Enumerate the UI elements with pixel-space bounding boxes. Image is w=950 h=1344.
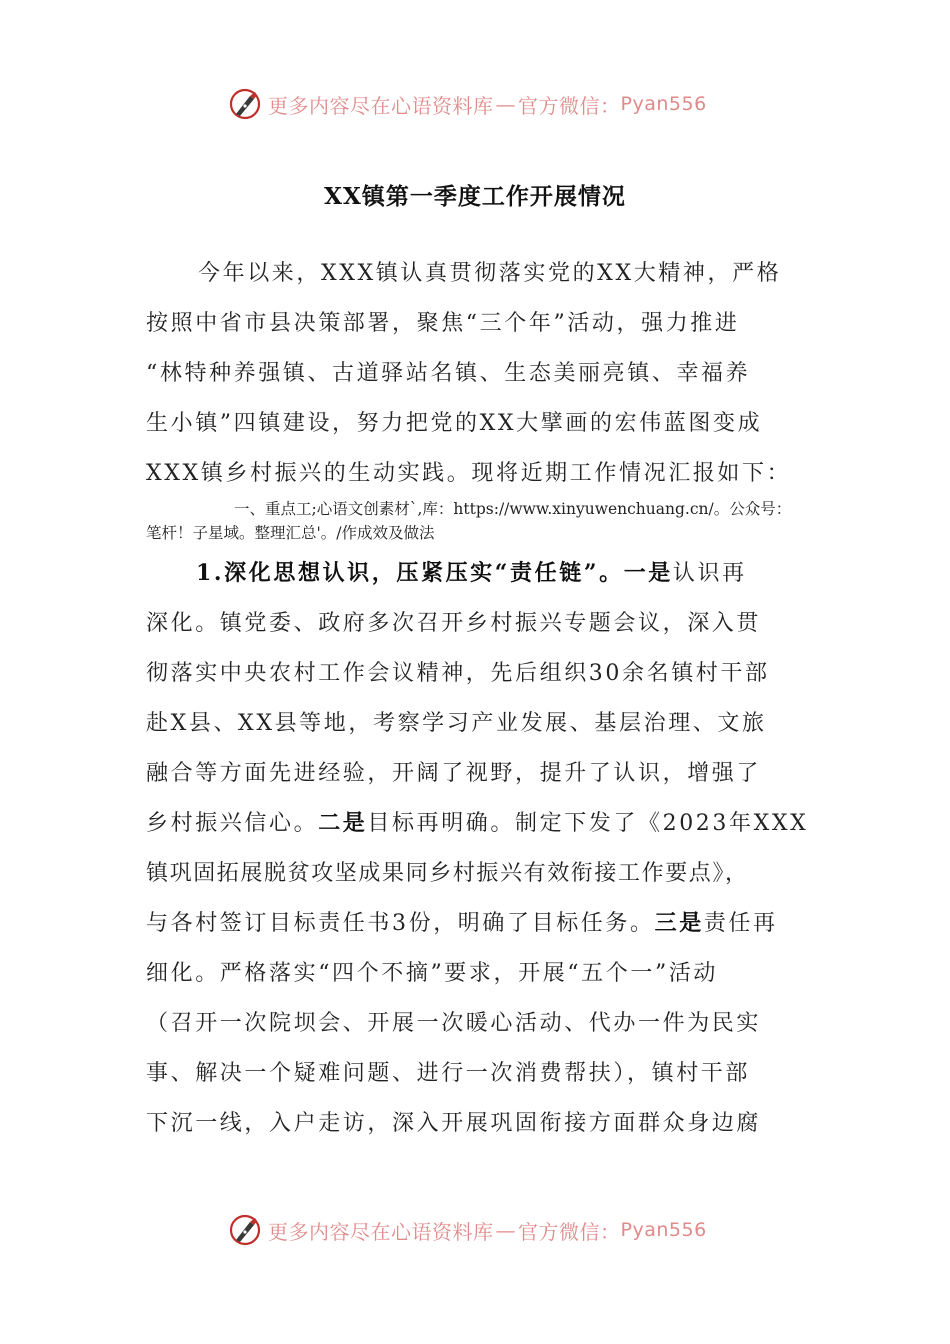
tail-line-2: （召开一次院坝会、开展一次暖心活动、代办一件为民实 [146, 1011, 762, 1036]
banner-wechat-id: Pyan556 [620, 1219, 707, 1241]
item1-line [146, 556, 816, 587]
pen-nib-logo-icon [228, 87, 262, 121]
item1-first-label: 一是 [623, 560, 673, 586]
body-line-7 [146, 906, 816, 937]
tail-line-3: 事、解决一个疑难问题、进行一次消费帮扶），镇村干部 [146, 1061, 751, 1086]
pen-nib-logo-icon [228, 1213, 262, 1247]
line12-pre: 与各村签订目标责任书3份，明确了目标任务。 [146, 911, 655, 936]
third-label: 三是 [654, 910, 704, 936]
section-heading-line-2: 笔杆！子星域。整理汇总'。/作成效及做法 [146, 524, 435, 542]
banner-dash: — [495, 92, 516, 116]
header-banner [228, 84, 748, 124]
item1-first-text: 认识再 [672, 561, 747, 586]
section-heading-line-1: 一、重点工;心语文创素材`,库：https://www.xinyuwenchuang.cn/。公众号： [234, 500, 792, 518]
document-title: XX镇第一季度工作开展情况 [324, 183, 626, 210]
body-line-1: 深化。镇党委、政府多次召开乡村振兴专题会议，深入贯 [146, 611, 762, 636]
line10-pre: 乡村振兴信心。 [146, 811, 319, 836]
intro-line-1: 今年以来，XXX镇认真贯彻落实党的XX大精神，严格 [198, 261, 782, 286]
banner-wechat-label: 官方微信： [518, 1219, 621, 1244]
body-line-5 [146, 806, 816, 837]
line10-post: 目标再明确。制定下发了《2023年XXX [367, 811, 809, 836]
banner-dash: — [495, 1218, 516, 1242]
intro-line-5: XXX镇乡村振兴的生动实践。现将近期工作情况汇报如下： [146, 461, 792, 486]
line12-post: 责任再 [703, 911, 778, 936]
banner-wechat-label: 官方微信： [518, 93, 621, 118]
footer-banner [228, 1210, 748, 1250]
item1-heading: 1.深化思想认识，压紧压实“责任链”。 [196, 560, 624, 586]
tail-line-1: 细化。严格落实“四个不摘”要求，开展“五个一”活动 [146, 961, 718, 986]
second-label: 二是 [318, 810, 368, 836]
tail-line-4: 下沉一线，入户走访，深入开展巩固衔接方面群众身边腐 [146, 1111, 762, 1136]
banner-text: 更多内容尽在心语资料库 [268, 93, 494, 118]
banner-wechat-id: Pyan556 [620, 93, 707, 115]
body-line-3: 赴X县、XX县等地，考察学习产业发展、基层治理、文旅 [146, 711, 767, 736]
body-line-6: 镇巩固拓展脱贫攻坚成果同乡村振兴有效衔接工作要点》， [146, 861, 749, 886]
intro-line-2: 按照中省市县决策部署，聚焦“三个年”活动，强力推进 [146, 311, 740, 336]
intro-line-3: “林特种养强镇、古道驿站名镇、生态美丽亮镇、幸福养 [146, 361, 751, 386]
body-line-2: 彻落实中央农村工作会议精神，先后组织30余名镇村干部 [146, 661, 770, 686]
banner-text: 更多内容尽在心语资料库 [268, 1219, 494, 1244]
body-line-4: 融合等方面先进经验，开阔了视野，提升了认识，增强了 [146, 761, 762, 786]
intro-line-4: 生小镇”四镇建设，努力把党的XX大擘画的宏伟蓝图变成 [146, 411, 763, 436]
